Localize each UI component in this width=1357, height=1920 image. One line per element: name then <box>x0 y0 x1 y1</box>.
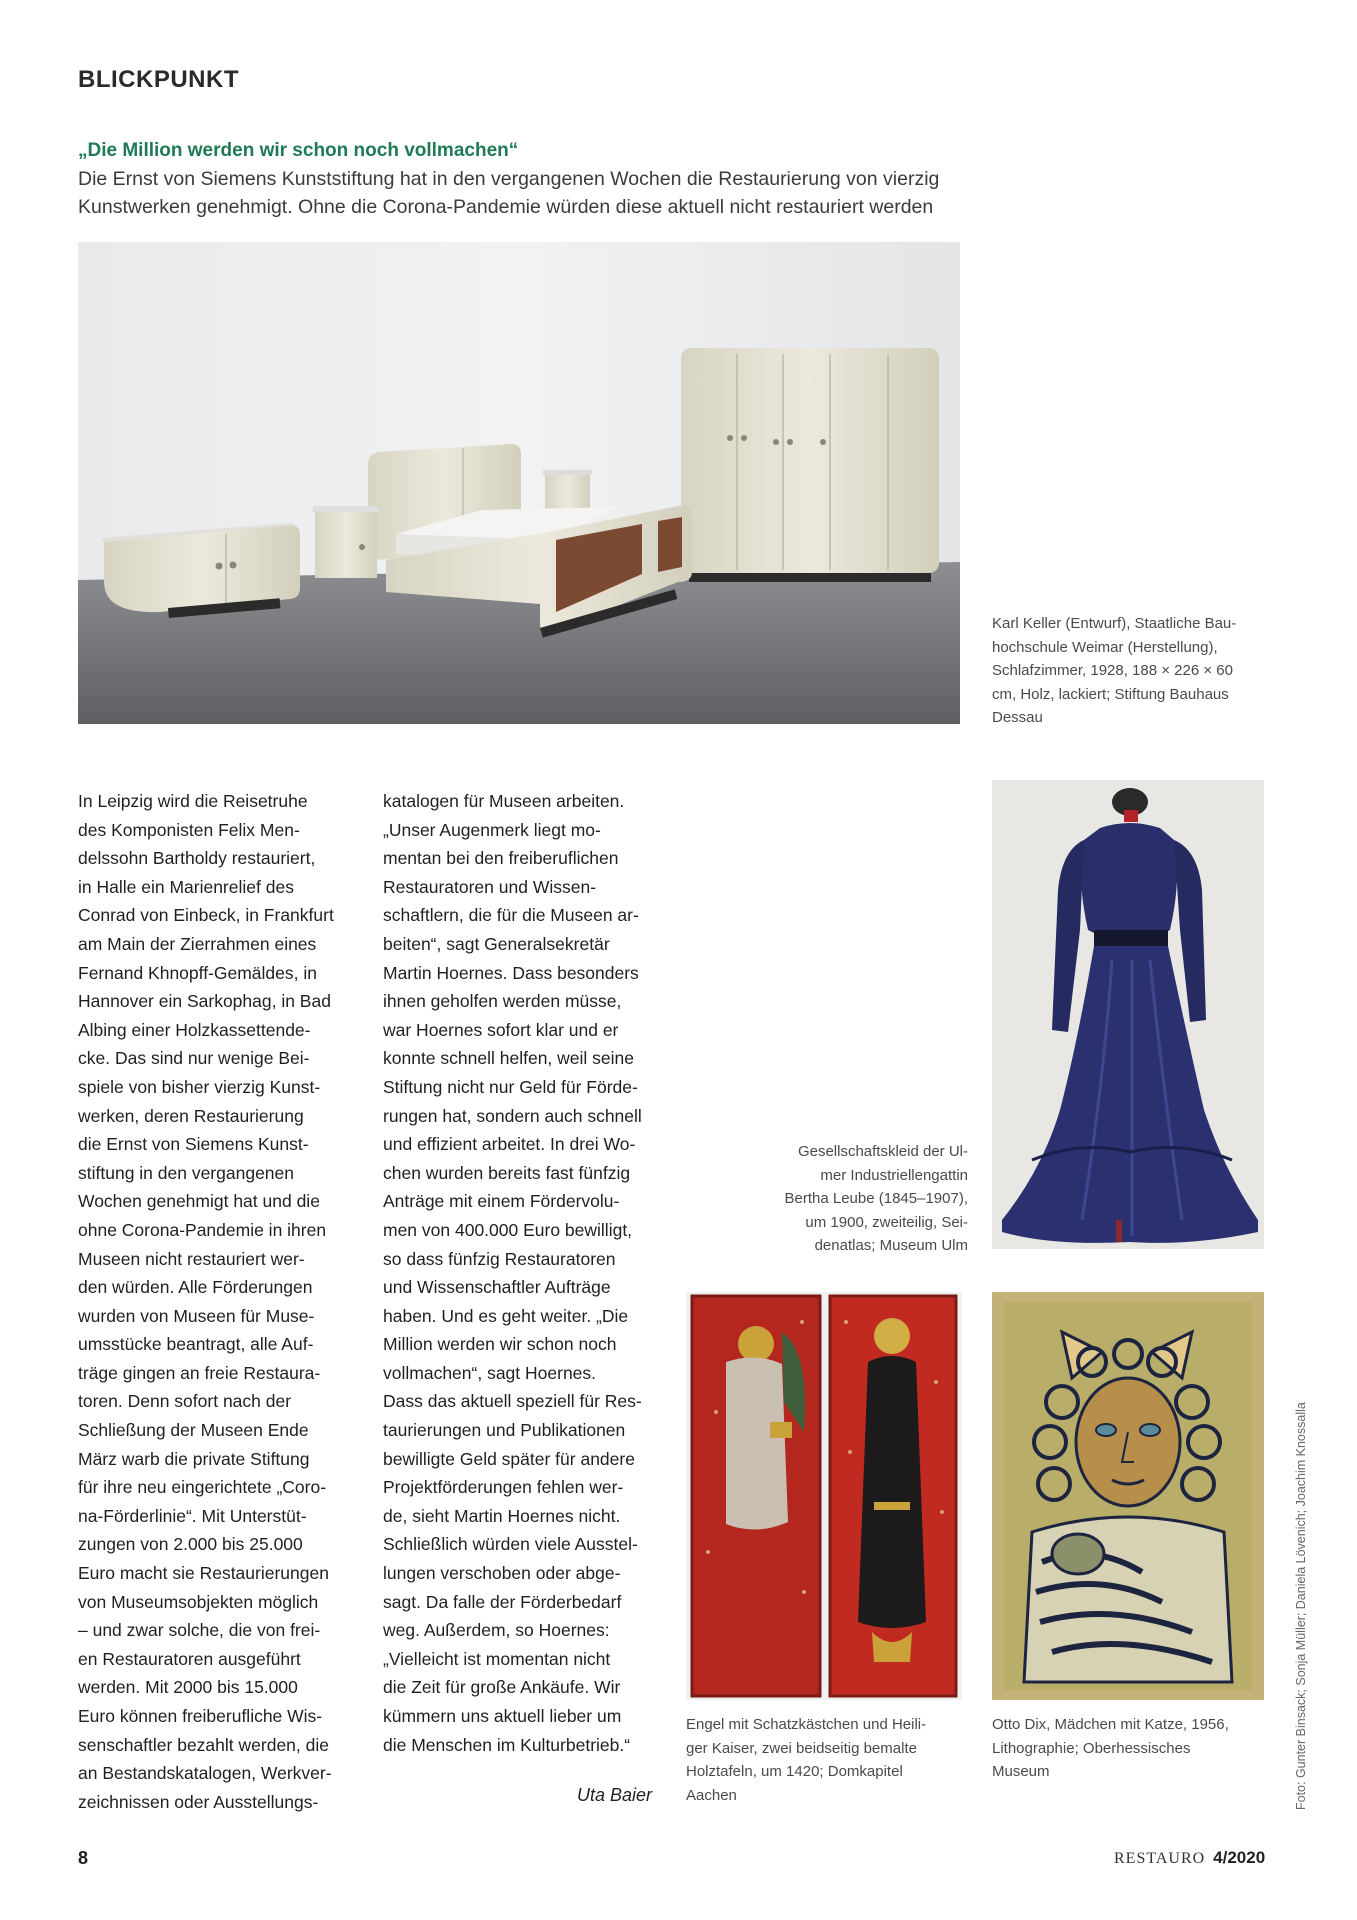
text-line: und effizient arbeitet. In drei Wo- <box>383 1134 636 1155</box>
caption-line: denatlas; Museum Ulm <box>814 1237 968 1254</box>
text-line: umsstücke beantragt, alle Auf- <box>78 1334 314 1355</box>
text-line: de, sieht Martin Hoernes nicht. <box>383 1505 621 1526</box>
caption-dress <box>748 1140 968 1258</box>
text-line: weg. Außerdem, so Hoernes: <box>383 1620 610 1641</box>
text-line: schaftlern, die für die Museen ar- <box>383 905 639 926</box>
caption-line: Aachen <box>686 1786 737 1804</box>
text-line: Anträge mit einem Fördervolu- <box>383 1191 620 1212</box>
text-line: en Restauratoren ausgeführt <box>78 1648 301 1669</box>
caption-line: um 1900, zweiteilig, Sei- <box>805 1213 968 1231</box>
caption-line: Engel mit Schatzkästchen und Heili- <box>686 1716 927 1733</box>
text-line: werden. Mit 2000 bis 15.000 <box>78 1677 298 1698</box>
panels-photo <box>686 1292 962 1700</box>
body-column-2 <box>383 787 673 1759</box>
text-line: chen wurden bereits fast fünfzig <box>383 1162 631 1183</box>
text-line: mentan bei den freiberuflichen <box>383 848 619 869</box>
text-line: spiele von bisher vierzig Kunst- <box>78 1076 321 1097</box>
text-line: Dass das aktuell speziell für Res- <box>383 1391 642 1412</box>
text-line: senschaftler bezahlt werden, die <box>78 1734 329 1755</box>
text-line: na-Förderlinie“. Mit Unterstüt- <box>78 1505 307 1526</box>
caption-line: Holztafeln, um 1420; Domkapitel <box>686 1763 903 1780</box>
caption-line: Museum <box>992 1763 1050 1780</box>
text-line: Stiftung nicht nur Geld für Förde- <box>383 1076 638 1097</box>
text-line: beiten“, sagt Generalsekretär <box>383 933 610 954</box>
text-line: „Unser Augenmerk liegt mo- <box>383 819 601 840</box>
section-label: BLICKPUNKT <box>78 66 239 93</box>
text-line: vollmachen“, sagt Hoernes. <box>383 1362 597 1383</box>
text-line: lungen verschoben oder abge- <box>383 1563 621 1584</box>
text-line: katalogen für Museen arbeiten. <box>383 791 625 811</box>
text-line: wurden von Museen für Muse- <box>78 1305 315 1326</box>
text-line: die Zeit für große Ankäufe. Wir <box>383 1677 621 1698</box>
magazine-logo: RESTAURO <box>1114 1850 1206 1867</box>
text-line: so dass fünfzig Restauratoren <box>383 1248 616 1269</box>
text-line: delssohn Bartholdy restauriert, <box>78 848 316 869</box>
text-line: Fernand Khnopff-Gemäldes, in <box>78 962 317 983</box>
text-line: Million werden wir schon noch <box>383 1334 617 1355</box>
caption-panels <box>686 1713 976 1807</box>
text-line: werken, deren Restaurierung <box>78 1105 304 1126</box>
text-line: Projektförderungen fehlen wer- <box>383 1477 624 1498</box>
text-line: kümmern uns aktuell lieber um <box>383 1706 622 1726</box>
text-line: von Museumsobjekten möglich <box>78 1591 319 1612</box>
issue-number: 4/2020 <box>1213 1848 1266 1867</box>
text-line: men von 400.000 Euro bewilligt, <box>383 1219 633 1240</box>
text-line: die Menschen im Kulturbetrieb.“ <box>383 1734 631 1755</box>
text-line: Restauratoren und Wissen- <box>383 876 597 897</box>
text-line: toren. Denn sofort nach der <box>78 1391 292 1412</box>
page-number: 8 <box>78 1848 89 1868</box>
text-line: Hannover ein Sarkophag, in Bad <box>78 991 331 1012</box>
text-line: ihnen geholfen werden müsse, <box>383 991 622 1012</box>
text-line: stiftung in den vergangenen <box>78 1162 294 1183</box>
article-author: Uta Baier <box>577 1785 653 1805</box>
text-line: die Ernst von Siemens Kunst- <box>78 1134 309 1155</box>
text-line: sagt. Da falle der Förderbedarf <box>383 1591 622 1612</box>
caption-line: Bertha Leube (1845–1907), <box>784 1190 968 1207</box>
caption-line: Lithographie; Oberhessisches <box>992 1739 1191 1757</box>
text-line: und Wissenschaftler Aufträge <box>383 1277 611 1298</box>
dress-photo <box>992 780 1264 1249</box>
dix-lithograph <box>992 1292 1264 1700</box>
caption-line: Schlafzimmer, 1928, 188 × 226 × 60 <box>992 662 1233 679</box>
text-line: Schließung der Museen Ende <box>78 1420 309 1441</box>
photo-credit: Foto: Gunter Binsack; Sonja Müller; Daniela Lövenich; Joachim Knossalla <box>1294 1402 1308 1810</box>
text-line: Martin Hoernes. Dass besonders <box>383 962 639 983</box>
text-line: ohne Corona-Pandemie in ihren <box>78 1219 327 1240</box>
text-line: rungen hat, sondern auch schnell <box>383 1105 642 1126</box>
caption-line: mer Industriellengattin <box>820 1166 968 1184</box>
text-line: In Leipzig wird die Reisetruhe <box>78 791 308 811</box>
text-line: cke. Das sind nur wenige Bei- <box>78 1048 310 1069</box>
caption-line: Gesellschaftskleid der Ul- <box>797 1143 968 1160</box>
text-line: konnte schnell helfen, weil seine <box>383 1048 634 1069</box>
text-line: haben. Und es geht weiter. „Die <box>383 1305 629 1326</box>
text-line: Albing einer Holzkassettende- <box>78 1019 311 1040</box>
text-line: Schließlich würden viele Ausstel- <box>383 1534 638 1555</box>
caption-line: Otto Dix, Mädchen mit Katze, 1956, <box>992 1716 1229 1733</box>
magazine-footer <box>1114 1848 1265 1868</box>
text-line: für ihre neu eingerichtete „Coro- <box>78 1477 327 1498</box>
bedroom-photo <box>78 242 960 724</box>
text-line: Museen nicht restauriert wer- <box>78 1248 305 1269</box>
caption-line: Karl Keller (Entwurf), Staatliche Bau- <box>992 615 1237 632</box>
text-line: an Bestandskatalogen, Werkver- <box>78 1763 332 1784</box>
text-line: zungen von 2.000 bis 25.000 <box>78 1534 303 1555</box>
text-line: den würden. Alle Förderungen <box>78 1277 313 1298</box>
caption-line: cm, Holz, lackiert; Stiftung Bauhaus <box>992 685 1229 703</box>
text-line: war Hoernes sofort klar und er <box>383 1019 619 1040</box>
text-line: Euro können freiberufliche Wis- <box>78 1706 323 1726</box>
caption-bedroom <box>992 612 1292 730</box>
caption-line: Dessau <box>992 709 1043 726</box>
article-headline: „Die Million werden wir schon noch vollmachen“ <box>78 140 519 161</box>
caption-line: ger Kaiser, zwei beidseitig bemalte <box>686 1739 917 1757</box>
text-line: „Vielleicht ist momentan nicht <box>383 1648 611 1669</box>
article-lead <box>78 165 1028 221</box>
text-line: bewilligte Geld später für andere <box>383 1448 635 1469</box>
lead-line: Die Ernst von Siemens Kunststiftung hat in den vergangenen Wochen die Restaurierung von vierzig <box>78 168 940 190</box>
text-line: taurierungen und Publikationen <box>383 1420 626 1441</box>
lead-line: Kunstwerken genehmigt. Ohne die Corona-Pandemie würden diese aktuell nicht restauriert werden <box>78 196 934 218</box>
text-line: Wochen genehmigt hat und die <box>78 1191 320 1212</box>
text-line: Euro macht sie Restaurierungen <box>78 1563 329 1584</box>
text-line: Conrad von Einbeck, in Frankfurt <box>78 905 334 926</box>
text-line: März warb die private Stiftung <box>78 1448 310 1469</box>
text-line: in Halle ein Marienrelief des <box>78 876 294 897</box>
text-line: zeichnissen oder Ausstellungs- <box>78 1791 319 1812</box>
body-column-1 <box>78 787 368 1816</box>
caption-dix <box>992 1713 1282 1784</box>
caption-line: hochschule Weimar (Herstellung), <box>992 638 1218 656</box>
text-line: des Komponisten Felix Men- <box>78 819 300 840</box>
text-line: träge gingen an freie Restaura- <box>78 1362 321 1383</box>
text-line: am Main der Zierrahmen eines <box>78 933 317 954</box>
text-line: – und zwar solche, die von frei- <box>78 1620 321 1641</box>
